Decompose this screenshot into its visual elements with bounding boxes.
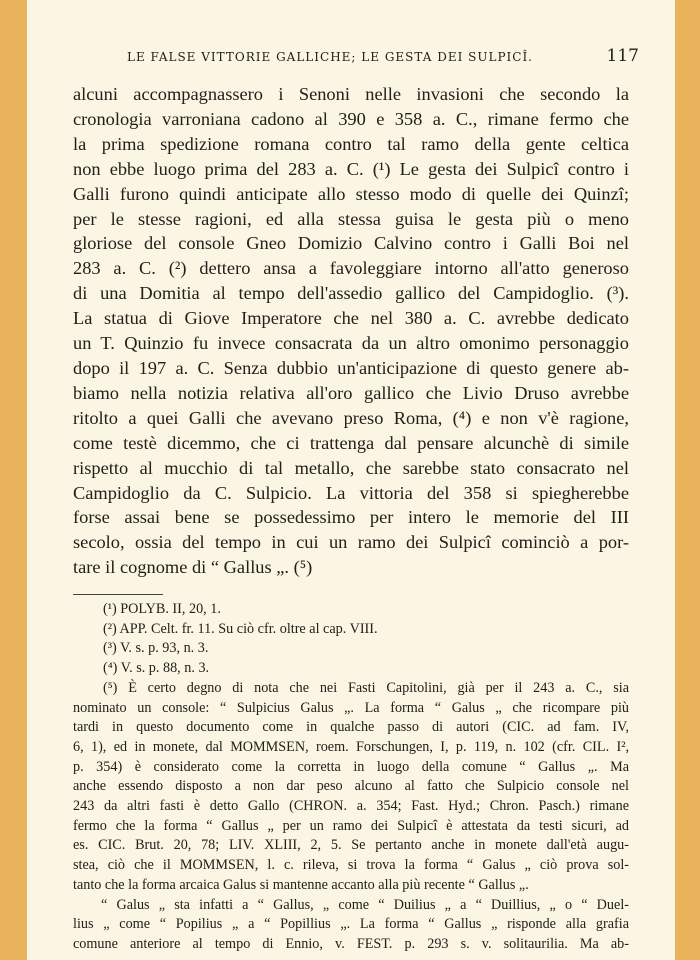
text-line: come testè dicemmo, che ci trattenga dal pensare alcunchè di simile bbox=[73, 432, 629, 453]
footnote-5-line: p. 354) è considerato come la corretta in luogo della comune “ Gallus „. Ma bbox=[73, 758, 629, 775]
footnote-5-line: es. CIC. Brut. 20, 78; LIV. XLIII, 2, 5. Se pertanto anche in monete dall'età augu- bbox=[73, 837, 629, 854]
page-number: 117 bbox=[606, 46, 639, 66]
footnote-5-line: comune anteriore al tempo di Ennio, v. FEST. p. 293 s. v. solitaurilia. Ma ab- bbox=[73, 935, 629, 952]
footnote-2: (²) APP. Celt. fr. 11. Su ciò cfr. oltre al cap. VIII. bbox=[103, 620, 378, 637]
footnote-5-line: (⁵) È certo degno di nota che nei Fasti Capitolini, già per il 243 a. C., sia bbox=[103, 679, 629, 696]
text-line: un T. Quinzio fu invece consacrata da un altro omonimo personaggio bbox=[73, 333, 629, 354]
text-line: di una Domitia al tempo dell'assedio gallico del Campidoglio. (³). bbox=[73, 283, 629, 304]
text-line: biamo nella notizia relativa all'oro gallico che Livio Druso avrebbe bbox=[73, 382, 629, 403]
footnote-5-line: tanto che la forma arcaica Galus si mantenne accanto alla più recente “ Gallus „. bbox=[73, 876, 529, 893]
text-line: secolo, ossia del tempo in cui un ramo dei Sulpicî cominciò a por- bbox=[73, 532, 629, 553]
footnote-5-line: fermo che la forma “ Gallus „ per un ramo dei Sulpicî è attestata da testi sicuri, ad bbox=[73, 817, 629, 834]
text-line: ritolto a quei Galli che avevano preso Roma, (⁴) e non v'è ragione, bbox=[73, 407, 629, 428]
book-page bbox=[27, 0, 675, 960]
text-line: gloriose del console Gneo Domizio Calvino contro i Galli Boi nel bbox=[73, 233, 629, 254]
text-line: cronologia varroniana cadono al 390 e 358 a. C., rimane fermo che bbox=[73, 108, 629, 129]
running-header bbox=[127, 46, 639, 66]
footnote-3: (³) V. s. p. 93, n. 3. bbox=[103, 640, 209, 657]
footnote-5-line: stea, ciò che il MOMMSEN, l. c. rileva, si trova la forma “ Galus „ ciò prova sol- bbox=[73, 857, 629, 874]
footnote-1: (¹) POLYB. II, 20, 1. bbox=[103, 601, 221, 617]
text-line: non ebbe luogo prima del 283 a. C. (¹) Le gesta dei Sulpicî contro i bbox=[73, 158, 629, 179]
text-line: la prima spedizione romana contro tal ramo della gente celtica bbox=[73, 133, 629, 154]
text-line: tare il cognome di “ Gallus „. (⁵) bbox=[73, 557, 313, 578]
footnote-5-line: lius „ come “ Popilius „ a “ Popillius „. La forma “ Gallus „ risponde alla grafia bbox=[73, 916, 629, 933]
footnotes bbox=[73, 600, 629, 955]
footnote-5-line: nominato un console: “ Sulpicius Galus „. La forma “ Galus „ che ricompare più bbox=[73, 699, 629, 716]
text-line: rispetto al mucchio di tal metallo, che sarebbe stato consacrato nel bbox=[73, 457, 629, 478]
footnote-5-line: tardi in questo documento come in qualche passo di autori (CIC. ad fam. IV, bbox=[73, 719, 629, 736]
footnote-5-line: 6, 1), ed in monete, dal MOMMSEN, roem. Forschungen, I, p. 119, n. 102 (cfr. CIL. I², bbox=[73, 738, 629, 755]
footnote-5-line: “ Galus „ sta infatti a “ Gallus, „ come “ Duilius „ a “ Duillius, „ o “ Duel- bbox=[101, 896, 629, 913]
text-line: dopo il 197 a. C. Senza dubbio un'anticipazione di questo genere ab- bbox=[73, 357, 629, 378]
footnote-4: (⁴) V. s. p. 88, n. 3. bbox=[103, 660, 210, 677]
footnote-5-line: anche essendo disposto a non dar peso alcuno al fatto che Sulpicio console nel bbox=[73, 778, 629, 795]
footnote-5-line: 243 da altri fasti è detto Gallo (CHRON. a. 354; Fast. Hyd.; Chron. Pasch.) rimane bbox=[73, 798, 629, 815]
main-text bbox=[73, 82, 629, 580]
text-line: alcuni accompagnassero i Senoni nelle invasioni che secondo la bbox=[73, 84, 629, 104]
text-line: Campidoglio da C. Sulpicio. La vittoria del 358 si spiegherebbe bbox=[73, 482, 629, 503]
text-line: Galli furono quindi anticipate allo stesso modo di quelle dei Quinzî; bbox=[73, 183, 629, 204]
text-line: forse assai bene se possedessimo per intero le memorie del III bbox=[73, 507, 629, 528]
text-line: per le stesse ragioni, ed alla stessa guisa le gesta più o meno bbox=[73, 208, 629, 229]
text-line: 283 a. C. (²) dettero ansa a favoleggiare intorno all'atto generoso bbox=[73, 258, 629, 279]
running-title: LE FALSE VITTORIE GALLICHE; LE GESTA DEI SULPICÎ. bbox=[127, 50, 533, 64]
footnote-separator bbox=[73, 594, 163, 595]
text-line: La statua di Giove Imperatore che nel 380 a. C. avrebbe dedicato bbox=[73, 308, 629, 329]
